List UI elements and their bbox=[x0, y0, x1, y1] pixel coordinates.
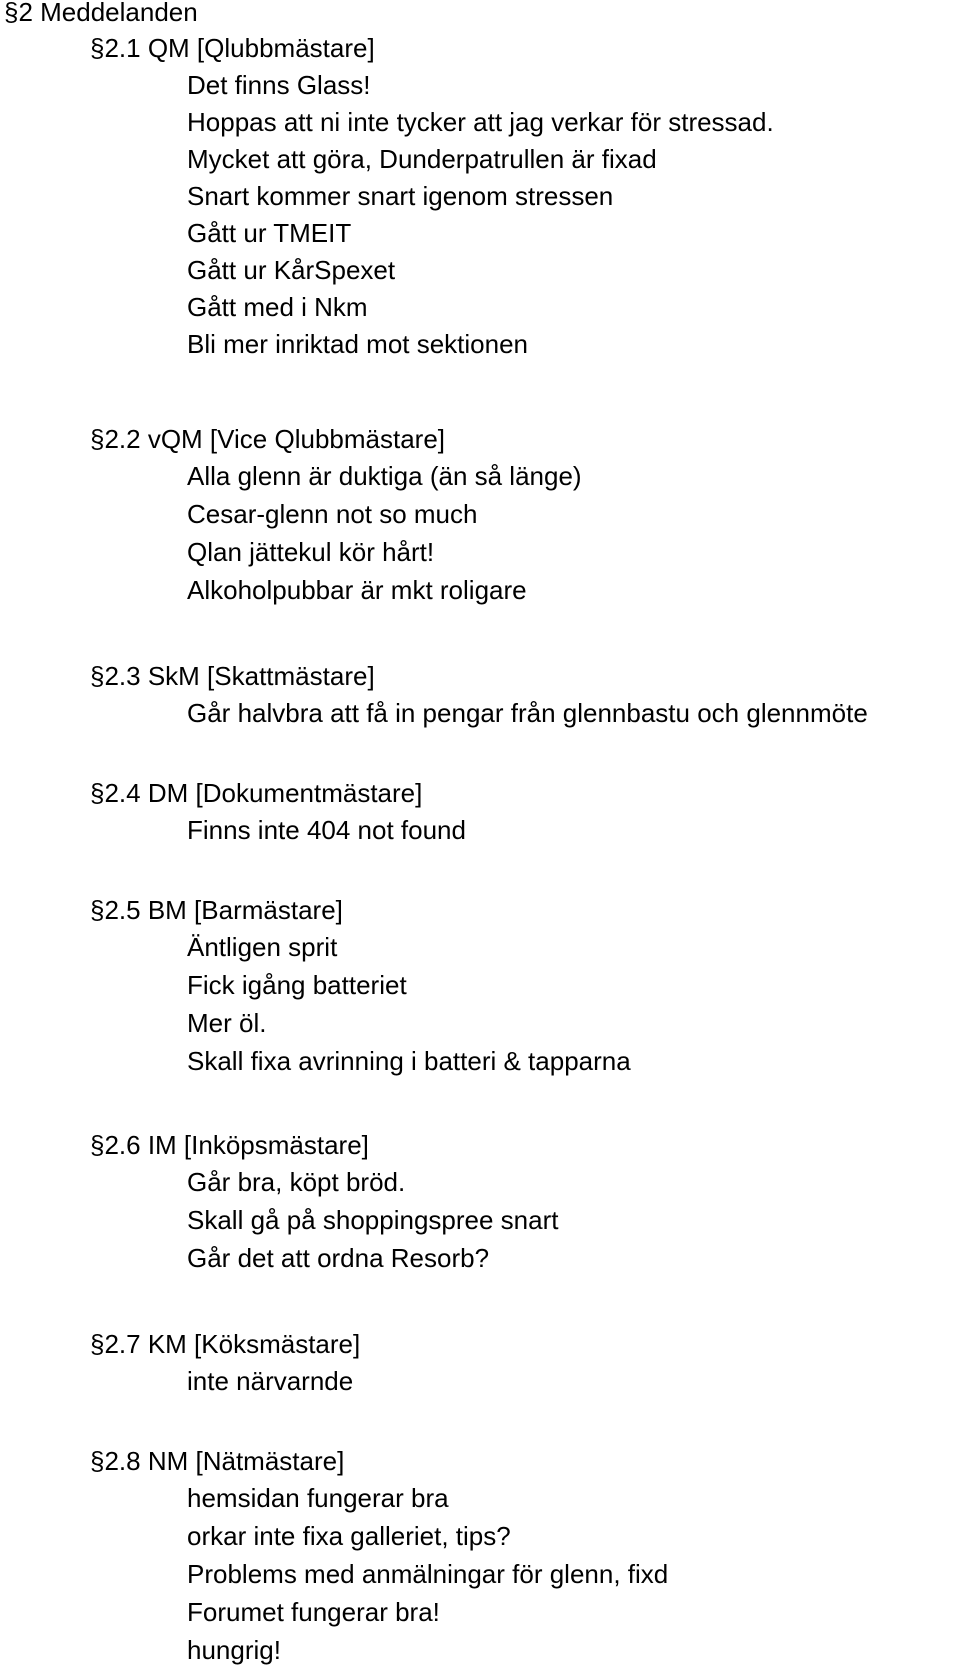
section-line: Snart kommer snart igenom stressen bbox=[187, 181, 614, 211]
section-line: hungrig! bbox=[187, 1635, 281, 1665]
section-line: Skall fixa avrinning i batteri & tapparna bbox=[187, 1046, 631, 1076]
section-line: Forumet fungerar bra! bbox=[187, 1597, 440, 1627]
section-line: Går bra, köpt bröd. bbox=[187, 1167, 406, 1197]
section-line: Mycket att göra, Dunderpatrullen är fixad bbox=[187, 144, 657, 174]
section-title: §2.8 NM [Nätmästare] bbox=[90, 1446, 345, 1476]
section-line: Gått ur KårSpexet bbox=[187, 255, 396, 285]
section-line: Går halvbra att få in pengar från glennbastu och glennmöte bbox=[187, 698, 868, 728]
section-title: §2.3 SkM [Skattmästare] bbox=[90, 661, 375, 691]
section-line: Gått ur TMEIT bbox=[187, 218, 352, 248]
section-line: Alkoholpubbar är mkt roligare bbox=[187, 575, 527, 605]
section-title: §2.4 DM [Dokumentmästare] bbox=[90, 778, 423, 808]
section-line: orkar inte fixa galleriet, tips? bbox=[187, 1521, 511, 1551]
document-heading: §2 Meddelanden bbox=[4, 0, 198, 27]
section-line: hemsidan fungerar bra bbox=[187, 1483, 449, 1513]
section-line: Alla glenn är duktiga (än så länge) bbox=[187, 461, 582, 491]
section-title: §2.6 IM [Inköpsmästare] bbox=[90, 1130, 369, 1160]
section-title: §2.1 QM [Qlubbmästare] bbox=[90, 33, 375, 63]
section-title: §2.5 BM [Barmästare] bbox=[90, 895, 343, 925]
section-line: Det finns Glass! bbox=[187, 70, 371, 100]
section-line: Bli mer inriktad mot sektionen bbox=[187, 329, 529, 359]
section-line: Går det att ordna Resorb? bbox=[187, 1243, 490, 1273]
section-line: Fick igång batteriet bbox=[187, 970, 407, 1000]
section-line: Finns inte 404 not found bbox=[187, 815, 466, 845]
section-line: Qlan jättekul kör hårt! bbox=[187, 537, 435, 567]
section-title: §2.2 vQM [Vice Qlubbmästare] bbox=[90, 424, 446, 454]
section-title: §2.7 KM [Köksmästare] bbox=[90, 1329, 361, 1359]
section-line: inte närvarnde bbox=[187, 1366, 354, 1396]
section-line: Cesar-glenn not so much bbox=[187, 499, 478, 529]
section-line: Hoppas att ni inte tycker att jag verkar för stressad. bbox=[187, 107, 774, 137]
section-line: Äntligen sprit bbox=[187, 932, 338, 962]
section-line: Mer öl. bbox=[187, 1008, 267, 1038]
section-line: Problems med anmälningar för glenn, fixd bbox=[187, 1559, 669, 1589]
section-line: Gått med i Nkm bbox=[187, 292, 368, 322]
section-line: Skall gå på shoppingspree snart bbox=[187, 1205, 559, 1235]
